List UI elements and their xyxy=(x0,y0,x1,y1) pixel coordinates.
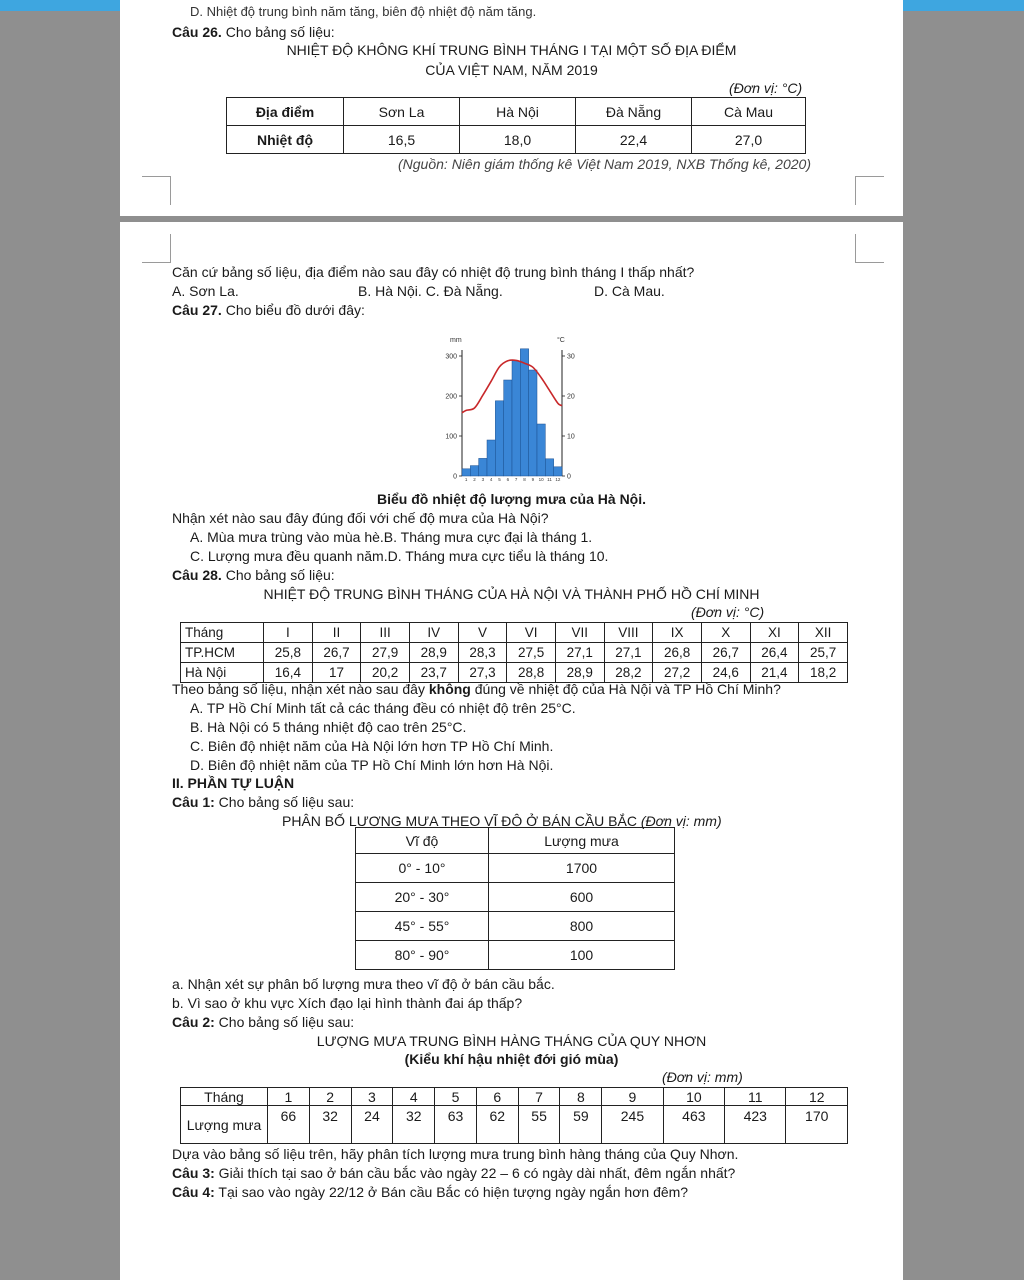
q26-intro: Câu 26. Cho bảng số liệu: xyxy=(172,24,335,40)
p2-q2-intro: Câu 2: Cho bảng số liệu sau: xyxy=(172,1014,355,1030)
p2-q2-title: LƯỢNG MƯA TRUNG BÌNH HÀNG THÁNG CỦA QUY NHƠN xyxy=(316,1033,707,1049)
p2-q2-header-cell: 2 xyxy=(309,1088,351,1106)
rain-bar xyxy=(470,466,478,476)
p2-q2-value-cell: 32 xyxy=(309,1106,351,1144)
q28-header-cell: IX xyxy=(653,623,702,643)
q28-value-cell: 27,1 xyxy=(604,643,653,663)
q28-value-cell: 18,2 xyxy=(799,663,848,683)
p2-q2-value-cell: 66 xyxy=(268,1106,310,1144)
q26-value-cell: 18,0 xyxy=(460,126,576,154)
rain-bar xyxy=(529,370,537,476)
q28-row-label: Hà Nội xyxy=(181,663,264,683)
month-tick-label: 8 xyxy=(523,477,526,482)
p2-q2-value-cell: 62 xyxy=(476,1106,518,1144)
p2-q2-header-cell: 9 xyxy=(602,1088,663,1106)
q28-intro: Câu 28. Cho bảng số liệu: xyxy=(172,567,335,583)
q26-question: Căn cứ bảng số liệu, địa điểm nào sau đây có nhiệt độ trung bình tháng I thấp nhất? xyxy=(172,264,695,280)
month-tick-label: 10 xyxy=(538,477,544,482)
right-tick-label: 30 xyxy=(567,353,575,361)
rain-bar xyxy=(487,440,495,476)
p2-q1-rainfall: 1700 xyxy=(489,854,675,883)
p2-q2-header-cell: 10 xyxy=(663,1088,724,1106)
q28-value-cell: 27,1 xyxy=(555,643,604,663)
p2-q1-rainfall: 100 xyxy=(489,941,675,970)
q26-value-cell: 16,5 xyxy=(344,126,460,154)
q28-value-cell: 26,4 xyxy=(750,643,799,663)
q28-header-cell: Tháng xyxy=(181,623,264,643)
q27-chart-caption: Biểu đồ nhiệt độ lượng mưa của Hà Nội. xyxy=(376,491,647,507)
q26-header-cell: Địa điểm xyxy=(227,98,344,126)
right-axis-label: °C xyxy=(557,337,565,344)
q28-table xyxy=(180,622,848,683)
page-corner-mark xyxy=(142,176,171,205)
rain-bar xyxy=(495,401,503,476)
p2-q1-latitude: 20° - 30° xyxy=(356,883,489,912)
right-tick-label: 10 xyxy=(567,433,575,441)
q28-value-cell: 26,7 xyxy=(312,643,361,663)
q26-header-cell: Đà Nẵng xyxy=(576,98,692,126)
rain-bar xyxy=(537,424,545,476)
p2-q2-header-cell: 6 xyxy=(476,1088,518,1106)
left-tick-label: 300 xyxy=(445,353,457,361)
q28-header-cell: XII xyxy=(799,623,848,643)
q28-value-cell: 27,9 xyxy=(361,643,410,663)
q28-value-cell: 25,7 xyxy=(799,643,848,663)
month-tick-label: 11 xyxy=(547,477,552,482)
p2-q1-latitude: 45° - 55° xyxy=(356,912,489,941)
month-tick-label: 7 xyxy=(514,477,518,482)
q28-value-cell: 17 xyxy=(312,663,361,683)
part2-heading: II. PHẦN TỰ LUẬN xyxy=(172,775,295,791)
q28-header-cell: IV xyxy=(409,623,458,643)
p2-q1-part-b: b. Vì sao ở khu vực Xích đạo lại hình thành đai áp thấp? xyxy=(172,995,523,1011)
p2-q3: Câu 3: Giải thích tại sao ở bán cầu bắc vào ngày 22 – 6 có ngày dài nhất, đêm ngắn nhất? xyxy=(172,1165,736,1181)
q28-value-cell: 21,4 xyxy=(750,663,799,683)
q26-option-d: D. Cà Mau. xyxy=(594,283,665,299)
q28-question: Theo bảng số liệu, nhận xét nào sau đây không đúng về nhiệt độ của Hà Nội và TP Hồ Chí Minh? xyxy=(172,681,781,697)
climate-chart xyxy=(428,330,588,485)
p2-q2-row-label: Lượng mưa xyxy=(181,1106,268,1144)
q26-value-cell: 22,4 xyxy=(576,126,692,154)
p2-q1-latitude: 0° - 10° xyxy=(356,854,489,883)
rain-bar xyxy=(554,467,562,476)
p2-q1-part-a: a. Nhận xét sự phân bố lượng mưa theo vĩ độ ở bán cầu bắc. xyxy=(172,976,555,992)
p2-q2-value-cell: 423 xyxy=(725,1106,786,1144)
p2-q2-header-cell: 8 xyxy=(560,1088,602,1106)
p2-q2-header-cell: 5 xyxy=(435,1088,477,1106)
page-corner-mark xyxy=(142,234,171,263)
q28-option-b: B. Hà Nội có 5 tháng nhiệt độ cao trên 25°C. xyxy=(190,719,467,735)
q28-value-cell: 16,4 xyxy=(264,663,313,683)
right-tick-label: 0 xyxy=(567,473,571,481)
left-tick-label: 100 xyxy=(445,433,457,441)
q26-option-bc: B. Hà Nội. C. Đà Nẵng. xyxy=(358,283,503,299)
month-tick-label: 4 xyxy=(489,477,493,482)
p2-q2-header-cell: 3 xyxy=(351,1088,393,1106)
rain-bar xyxy=(545,459,553,476)
q28-header-cell: III xyxy=(361,623,410,643)
p2-q2-value-cell: 170 xyxy=(786,1106,848,1144)
q27-options-ab: A. Mùa mưa trùng vào mùa hè.B. Tháng mưa cực đại là tháng 1. xyxy=(190,529,593,545)
q28-value-cell: 27,3 xyxy=(458,663,507,683)
q26-table xyxy=(226,97,806,154)
month-tick-label: 12 xyxy=(555,477,561,482)
q26-option-a: A. Sơn La. xyxy=(172,283,239,299)
q28-value-cell: 24,6 xyxy=(701,663,750,683)
p2-q2-unit: (Đơn vị: mm) xyxy=(662,1069,743,1085)
month-tick-label: 3 xyxy=(481,477,485,482)
q28-value-cell: 28,2 xyxy=(604,663,653,683)
q26-source: (Nguồn: Niên giám thống kê Việt Nam 2019, NXB Thống kê, 2020) xyxy=(398,156,811,172)
q28-value-cell: 28,9 xyxy=(555,663,604,683)
p2-q2-subtitle: (Kiểu khí hậu nhiệt đới gió mùa) xyxy=(404,1051,619,1067)
q25-fragment: D. Nhiệt độ trung bình năm tăng, biên độ nhiệt độ năm tăng. xyxy=(190,4,537,19)
q28-header-cell: VII xyxy=(555,623,604,643)
p2-q2-header-cell: Tháng xyxy=(181,1088,268,1106)
month-tick-label: 9 xyxy=(531,477,535,482)
p2-q1-title: PHÂN BỐ LƯỢNG MƯA THEO VĨ ĐỘ Ở BÁN CẦU BẮC (Đơn vị: mm) xyxy=(282,813,722,829)
p2-q1-rainfall: 800 xyxy=(489,912,675,941)
q26-title-line1: NHIỆT ĐỘ KHÔNG KHÍ TRUNG BÌNH THÁNG I TẠI MỘT SỐ ĐỊA ĐIỂM xyxy=(286,42,737,58)
q28-value-cell: 28,8 xyxy=(507,663,556,683)
p2-q2-value-cell: 245 xyxy=(602,1106,663,1144)
page-corner-mark xyxy=(855,234,884,263)
q27-options-cd: C. Lượng mưa đều quanh năm.D. Tháng mưa cực tiểu là tháng 10. xyxy=(190,548,609,564)
left-tick-label: 200 xyxy=(445,393,457,401)
q26-value-cell: 27,0 xyxy=(692,126,806,154)
q28-unit: (Đơn vị: °C) xyxy=(691,604,765,620)
q28-value-cell: 23,7 xyxy=(409,663,458,683)
p2-q2-value-cell: 32 xyxy=(393,1106,435,1144)
q28-value-cell: 20,2 xyxy=(361,663,410,683)
p2-q1-latitude: 80° - 90° xyxy=(356,941,489,970)
p2-q2-value-cell: 55 xyxy=(518,1106,560,1144)
p2-q2-table xyxy=(180,1087,848,1144)
p2-q2-value-cell: 59 xyxy=(560,1106,602,1144)
p2-q1-table xyxy=(355,827,675,970)
document-page-2[interactable] xyxy=(120,222,903,1280)
p2-q2-value-cell: 24 xyxy=(351,1106,393,1144)
q28-header-cell: II xyxy=(312,623,361,643)
p2-q2-question: Dựa vào bảng số liệu trên, hãy phân tích lượng mưa trung bình hàng tháng của Quy Nhơn. xyxy=(172,1146,739,1162)
q28-option-c: C. Biên độ nhiệt năm của Hà Nội lớn hơn TP Hồ Chí Minh. xyxy=(190,738,554,754)
q28-header-cell: VIII xyxy=(604,623,653,643)
q28-value-cell: 27,5 xyxy=(507,643,556,663)
p2-q2-header-cell: 4 xyxy=(393,1088,435,1106)
left-tick-label: 0 xyxy=(453,473,457,481)
q26-header-cell: Hà Nội xyxy=(460,98,576,126)
q28-header-cell: VI xyxy=(507,623,556,643)
q26-header-cell: Sơn La xyxy=(344,98,460,126)
p2-q1-header-cell: Vĩ độ xyxy=(356,828,489,854)
q28-value-cell: 25,8 xyxy=(264,643,313,663)
q26-unit: (Đơn vị: °C) xyxy=(729,80,803,96)
month-tick-label: 2 xyxy=(473,477,476,482)
q28-header-cell: X xyxy=(701,623,750,643)
p2-q1-intro: Câu 1: Cho bảng số liệu sau: xyxy=(172,794,355,810)
rain-bar xyxy=(512,361,520,476)
q28-value-cell: 26,8 xyxy=(653,643,702,663)
q26-title-line2: CỦA VIỆT NAM, NĂM 2019 xyxy=(425,62,598,78)
rain-bar xyxy=(479,458,487,476)
q28-value-cell: 28,9 xyxy=(409,643,458,663)
month-tick-label: 6 xyxy=(506,477,510,482)
q26-header-cell: Cà Mau xyxy=(692,98,806,126)
q28-value-cell: 26,7 xyxy=(701,643,750,663)
document-page-1[interactable] xyxy=(120,0,903,216)
month-tick-label: 5 xyxy=(498,477,501,482)
rain-bar xyxy=(520,349,528,476)
q28-title: NHIỆT ĐỘ TRUNG BÌNH THÁNG CỦA HÀ NỘI VÀ THÀNH PHỐ HỒ CHÍ MINH xyxy=(263,586,760,602)
p2-q2-value-cell: 463 xyxy=(663,1106,724,1144)
q28-option-a: A. TP Hồ Chí Minh tất cả các tháng đều có nhiệt độ trên 25°C. xyxy=(190,700,576,716)
p2-q1-header-cell: Lượng mưa xyxy=(489,828,675,854)
p2-q2-value-cell: 63 xyxy=(435,1106,477,1144)
q26-row-label: Nhiệt độ xyxy=(227,126,344,154)
p2-q1-rainfall: 600 xyxy=(489,883,675,912)
rain-bar xyxy=(504,380,512,476)
q28-option-d: D. Biên độ nhiệt năm của TP Hồ Chí Minh lớn hơn Hà Nội. xyxy=(190,757,554,773)
q28-header-cell: I xyxy=(264,623,313,643)
left-axis-label: mm xyxy=(450,337,462,344)
q27-intro: Câu 27. Cho biểu đồ dưới đây: xyxy=(172,302,365,318)
month-tick-label: 1 xyxy=(464,477,468,482)
q28-value-cell: 27,2 xyxy=(653,663,702,683)
q28-header-cell: XI xyxy=(750,623,799,643)
p2-q4: Câu 4: Tại sao vào ngày 22/12 ở Bán cầu Bắc có hiện tượng ngày ngắn hơn đêm? xyxy=(172,1184,689,1200)
p2-q2-header-cell: 7 xyxy=(518,1088,560,1106)
right-tick-label: 20 xyxy=(567,393,575,401)
p2-q2-header-cell: 1 xyxy=(268,1088,310,1106)
p2-q2-header-cell: 12 xyxy=(786,1088,848,1106)
q27-question: Nhận xét nào sau đây đúng đối với chế độ mưa của Hà Nội? xyxy=(172,510,549,526)
p2-q2-header-cell: 11 xyxy=(725,1088,786,1106)
q28-value-cell: 28,3 xyxy=(458,643,507,663)
q28-row-label: TP.HCM xyxy=(181,643,264,663)
page-corner-mark xyxy=(855,176,884,205)
q28-header-cell: V xyxy=(458,623,507,643)
rain-bar xyxy=(462,469,470,476)
